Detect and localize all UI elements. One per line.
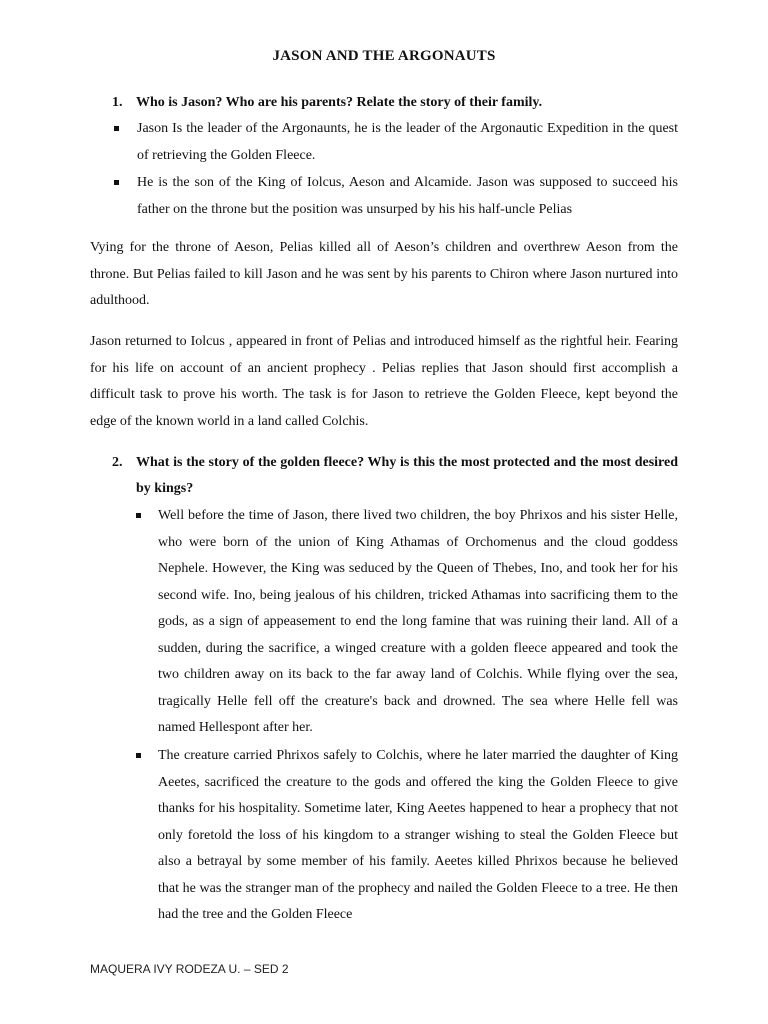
document-title: JASON AND THE ARGONAUTS	[272, 48, 496, 64]
paragraph-2: Jason returned to Iolcus , appeared in front of Pelias and introduced himself as the rightful heir. Fearing for his life on account of an ancient prophecy . Pelias replies that Jason should first accomplish a difficult task to prove his worth. The task is for Jason to retrieve the Golden Fleece, kept beyond the edge of the known world in a land called Colchis.	[90, 334, 678, 429]
paragraph-1: Vying for the throne of Aeson, Pelias killed all of Aeson’s children and overthrew Aeson from the throne. But Pelias failed to kill Jason and he was sent by his parents to Chiron where Jason nurtured into adulthood.	[90, 240, 678, 308]
q2-bullet-2	[136, 743, 678, 929]
question-2-number: 2.	[112, 455, 123, 470]
q2-bullet-1-text: Well before the time of Jason, there lived two children, the boy Phrixos and his sister Helle, who were born of the union of King Athamas of Orchomenus and the cloud goddess Nephele. However, the King was seduced by the Queen of Thebes, Ino, and took her for his second wife. Ino, being jealous of his children, tricked Athamas into sacrificing them to the gods, as a sign of appeasement to end the long famine that was ruining their land. All of a sudden, during the sacrifice, a winged creature with a golden fleece appeared and took the two children away on its back to the far away land of Colchis. While flying over the sea, tragically Helle fell off the creature's back and drowned. The sea where Helle fell was named Hellespont after her.	[158, 508, 678, 735]
bullet-square-icon	[114, 126, 119, 131]
bullet-square-icon	[114, 180, 119, 185]
q1-bullet-1-text: Jason Is the leader of the Argonaunts, he is the leader of the Argonautic Expedition in the quest of retrieving the Golden Fleece.	[137, 121, 678, 163]
q1-bullet-2	[114, 170, 678, 223]
q1-bullet-1	[114, 116, 678, 169]
q2-bullet-2-text: The creature carried Phrixos safely to Colchis, where he later married the daughter of King Aeetes, sacrificed the creature to the gods and offered the king the Golden Fleece to give thanks for his hospitality. Sometime later, King Aeetes happened to hear a prophecy that not only foretold the loss of his kingdom to a stranger wishing to steal the Golden Fleece but also a betrayal by some member of his family. Aeetes killed Phrixos because he believed that he was the stranger man of the prophecy and nailed the Golden Fleece to a tree. He then had the tree and the Golden Fleece	[158, 748, 678, 922]
q2-bullet-1	[136, 503, 678, 742]
bullet-square-icon	[136, 513, 141, 518]
q1-bullet-2-text: He is the son of the King of Iolcus, Aeson and Alcamide. Jason was supposed to succeed his father on the throne but the position was unsurped by his his half-uncle Pelias	[137, 175, 678, 217]
question-2	[112, 450, 678, 502]
question-1	[112, 90, 692, 116]
question-2-text: What is the story of the golden fleece? Why is this the most protected and the most desired by kings?	[136, 455, 678, 496]
page-footer: MAQUERA IVY RODEZA U. – SED 2	[90, 962, 289, 976]
question-1-text: Who is Jason? Who are his parents? Relate the story of their family.	[136, 95, 543, 110]
bullet-square-icon	[136, 753, 141, 758]
question-1-number: 1.	[112, 95, 123, 110]
